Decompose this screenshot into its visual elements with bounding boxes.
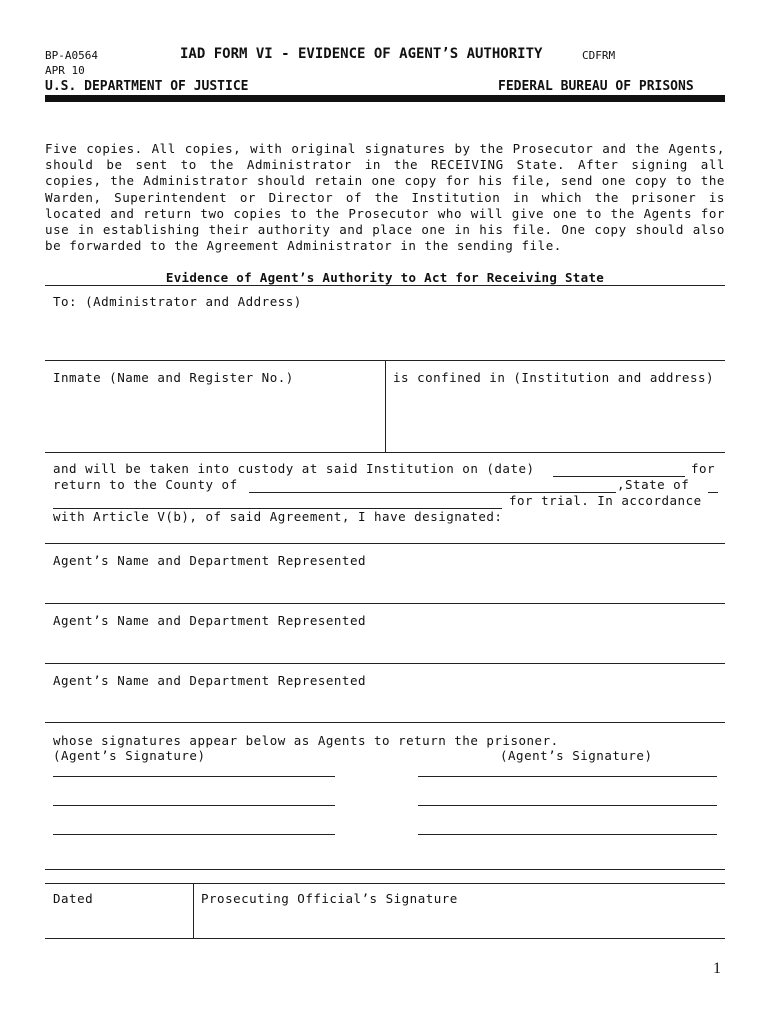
footer-divider	[193, 883, 194, 938]
agent-signature-line-left-1[interactable]	[53, 776, 335, 777]
custody-line1-end: for	[691, 461, 716, 476]
agent-label-2: Agent’s Name and Department Represented	[53, 613, 366, 628]
custody-state-label: ,State of	[617, 477, 690, 492]
page-number: 1	[713, 960, 721, 977]
inmate-label: Inmate (Name and Register No.)	[53, 370, 294, 385]
to-label: To: (Administrator and Address)	[53, 294, 302, 309]
agent-label-1: Agent’s Name and Department Represented	[53, 553, 366, 568]
form-title-code: CDFRM	[582, 49, 616, 62]
agent-rule-3	[45, 722, 725, 723]
prosecutor-signature-label: Prosecuting Official’s Signature	[201, 891, 458, 906]
agent-signature-line-right-2[interactable]	[418, 805, 717, 806]
agent-signature-right-label: (Agent’s Signature)	[500, 748, 653, 763]
confined-label: is confined in (Institution and address)	[393, 370, 715, 385]
form-date: APR 10	[45, 64, 85, 77]
section-title: Evidence of Agent’s Authority to Act for Receiving State	[165, 270, 605, 285]
dated-label: Dated	[53, 891, 94, 906]
inmate-divider	[385, 360, 386, 452]
custody-line1: and will be taken into custody at said Institution on (date)	[53, 461, 535, 476]
footer-top-rule	[45, 883, 725, 884]
instructions-text: Five copies. All copies, with original signatures by the Prosecutor and the Agents, should be sent to the Administrator in the RECEIVING State. After signing all copies, the Administrator should retain one copy for his file, send one copy to the Warden, Superintendent or Director of the Institution in which the prisoner is located and return two copies to the Prosecutor who will give one to the Agents for use in establishing their authority and place one in his file. One copy should also be forwarded to the Agreement Administrator in the sending file.	[45, 141, 725, 254]
state-blank[interactable]	[708, 492, 718, 493]
custody-line3: for trial. In accordance	[509, 493, 702, 508]
bureau-name: FEDERAL BUREAU OF PRISONS	[498, 79, 694, 94]
section-title-rule	[45, 285, 725, 286]
inmate-bottom-rule	[45, 452, 725, 453]
agent-signature-line-left-3[interactable]	[53, 834, 335, 835]
agent-label-3: Agent’s Name and Department Represented	[53, 673, 366, 688]
form-code: BP-A0564	[45, 49, 98, 62]
custody-line2: return to the County of	[53, 477, 238, 492]
agent-signature-line-right-3[interactable]	[418, 834, 717, 835]
agent-rule-2	[45, 663, 725, 664]
agent-rule-1	[45, 603, 725, 604]
footer-bottom-rule	[45, 938, 725, 939]
custody-bottom-rule	[45, 543, 725, 544]
signatures-bottom-rule	[45, 869, 725, 870]
agent-signature-line-right-1[interactable]	[418, 776, 717, 777]
signatures-intro: whose signatures appear below as Agents to return the prisoner.	[53, 733, 559, 748]
custody-line4: with Article V(b), of said Agreement, I have designated:	[53, 509, 503, 524]
form-title: IAD FORM VI - EVIDENCE OF AGENT’S AUTHORITY	[180, 46, 543, 62]
header-rule	[45, 95, 725, 102]
agent-signature-left-label: (Agent’s Signature)	[53, 748, 206, 763]
agent-signature-line-left-2[interactable]	[53, 805, 335, 806]
department-name: U.S. DEPARTMENT OF JUSTICE	[45, 79, 249, 94]
